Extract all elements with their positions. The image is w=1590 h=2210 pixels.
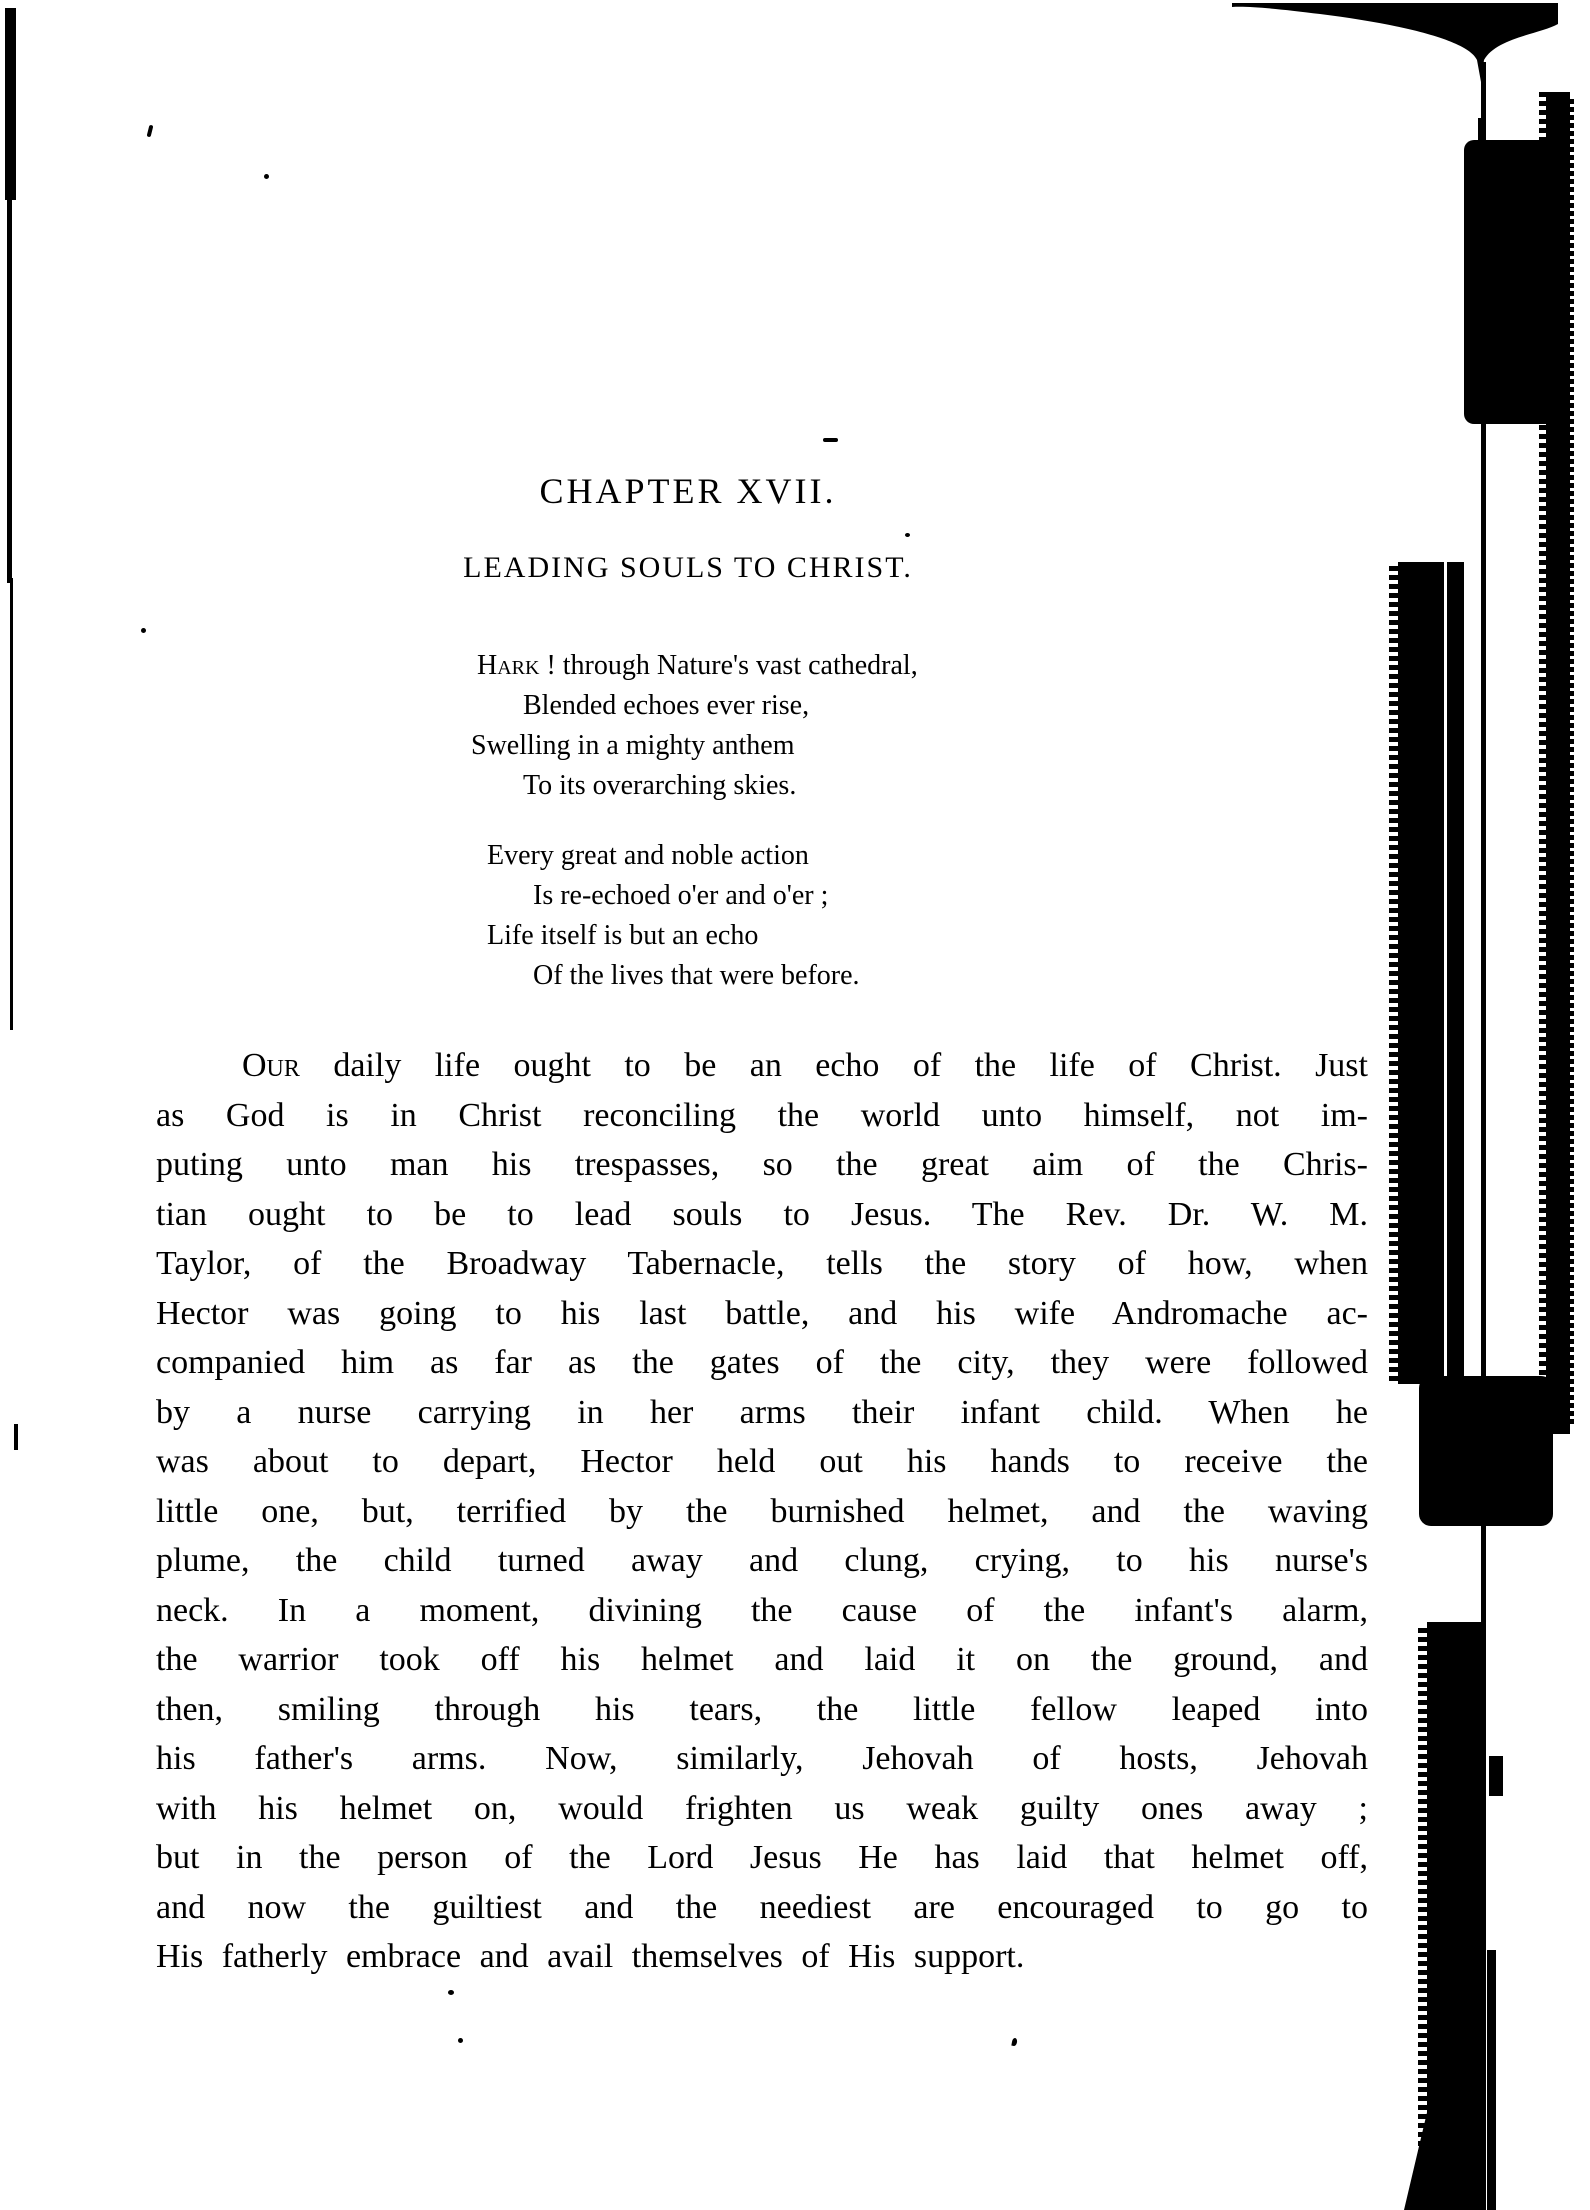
paragraph-line: Taylor, of the Broadway Tabernacle, tells the story of how, when xyxy=(156,1245,1368,1282)
poem-line xyxy=(477,646,918,686)
poem-line-text: ! through Nature's vast cathedral, xyxy=(539,650,918,681)
paragraph-line: the warrior took off his helmet and laid it on the ground, and xyxy=(156,1641,1368,1678)
paragraph-line: with his helmet on, would frighten us weak guilty ones away ; xyxy=(156,1789,1368,1827)
paragraph-line: then, smiling through his tears, the little fellow leaped into xyxy=(156,1690,1368,1728)
poem-line: Blended echoes ever rise, xyxy=(523,690,810,721)
paragraph-lead-word: Our xyxy=(242,1047,300,1084)
paragraph-line: companied him as far as the gates of the city, they were followed xyxy=(156,1344,1368,1381)
paragraph-line: as God is in Christ reconciling the world unto himself, not im- xyxy=(156,1096,1368,1134)
scan-speck-tick xyxy=(147,125,154,138)
scan-speck-dot xyxy=(448,1990,454,1995)
paragraph-line: little one, but, terrified by the burnished helmet, and the waving xyxy=(156,1492,1368,1530)
poem-line: Every great and noble action xyxy=(487,840,809,871)
scan-artifact-left-tick xyxy=(14,1424,18,1450)
poem-line: Swelling in a mighty anthem xyxy=(471,730,795,761)
paragraph-line: neck. In a moment, divining the cause of the infant's alarm, xyxy=(156,1591,1368,1629)
scan-artifact-bottom-thin-bar xyxy=(1487,1950,1496,2210)
scan-speck-dot xyxy=(141,628,146,633)
scan-artifact-left-bar-fringe xyxy=(1389,566,1399,1384)
paragraph-line: His fatherly embrace and avail themselves of His support. xyxy=(156,1938,1025,1975)
poem-line: To its overarching skies. xyxy=(523,770,797,801)
section-heading: LEADING SOULS TO CHRIST. xyxy=(463,551,913,584)
poem-stanza-1 xyxy=(471,646,918,806)
poem-lead-word: Hark xyxy=(477,650,540,681)
paragraph-line-text: daily life ought to be an echo of the life of Christ. Just xyxy=(299,1047,1368,1084)
poem-stanza-2 xyxy=(487,836,860,996)
paragraph-line: Hector was going to his last battle, and his wife Andromache ac- xyxy=(156,1294,1368,1332)
main-paragraph xyxy=(156,1041,1368,1982)
scan-artifact-bottom-foot xyxy=(1404,2070,1464,2210)
scan-artifact-top-wedge xyxy=(1230,0,1562,86)
paragraph-line: tian ought to be to lead souls to Jesus. The Rev. Dr. W. M. xyxy=(156,1195,1368,1233)
scan-artifact-patch xyxy=(1489,1756,1503,1796)
paragraph-line: was about to depart, Hector held out his hands to receive the xyxy=(156,1443,1368,1480)
scan-artifact-inner-bar xyxy=(1447,562,1464,1384)
scan-artifact-right-strip-fringe-right xyxy=(1568,96,1574,1426)
paragraph-line: his father's arms. Now, similarly, Jehovah of hosts, Jehovah xyxy=(156,1740,1368,1777)
scan-artifact-left-edge-mid xyxy=(7,198,12,583)
scan-artifact-left-bar xyxy=(1398,562,1444,1384)
scan-speck-dot xyxy=(905,533,910,537)
paragraph-line: plume, the child turned away and clung, crying, to his nurse's xyxy=(156,1542,1368,1579)
scan-artifact-left-edge-thin xyxy=(10,578,13,1030)
poem-line: Life itself is but an echo xyxy=(487,920,759,951)
paragraph-line: puting unto man his trespasses, so the great aim of the Chris- xyxy=(156,1146,1368,1183)
scan-artifact-thin-line xyxy=(1481,62,1486,2210)
chapter-heading: CHAPTER XVII. xyxy=(539,471,837,511)
scan-artifact-left-edge-thick xyxy=(5,8,16,200)
scan-artifact-blob-middle xyxy=(1419,1376,1553,1526)
scan-artifact-right-strip-fringe-left xyxy=(1539,92,1547,1434)
paragraph-line xyxy=(156,1041,1368,1091)
scan-speck-comma xyxy=(1011,2038,1017,2047)
paragraph-line: but in the person of the Lord Jesus He has laid that helmet off, xyxy=(156,1839,1368,1876)
scan-artifact-right-strip xyxy=(1546,92,1570,1434)
scan-speck-dash xyxy=(823,438,838,442)
scan-speck-dot xyxy=(264,174,269,179)
paragraph-line: and now the guiltiest and the neediest are encouraged to go to xyxy=(156,1888,1368,1926)
poem-line: Of the lives that were before. xyxy=(533,960,860,991)
paragraph-line: by a nurse carrying in her arms their infant child. When he xyxy=(156,1393,1368,1431)
scan-speck-dot xyxy=(458,2038,463,2043)
poem-line: Is re-echoed o'er and o'er ; xyxy=(533,880,829,911)
